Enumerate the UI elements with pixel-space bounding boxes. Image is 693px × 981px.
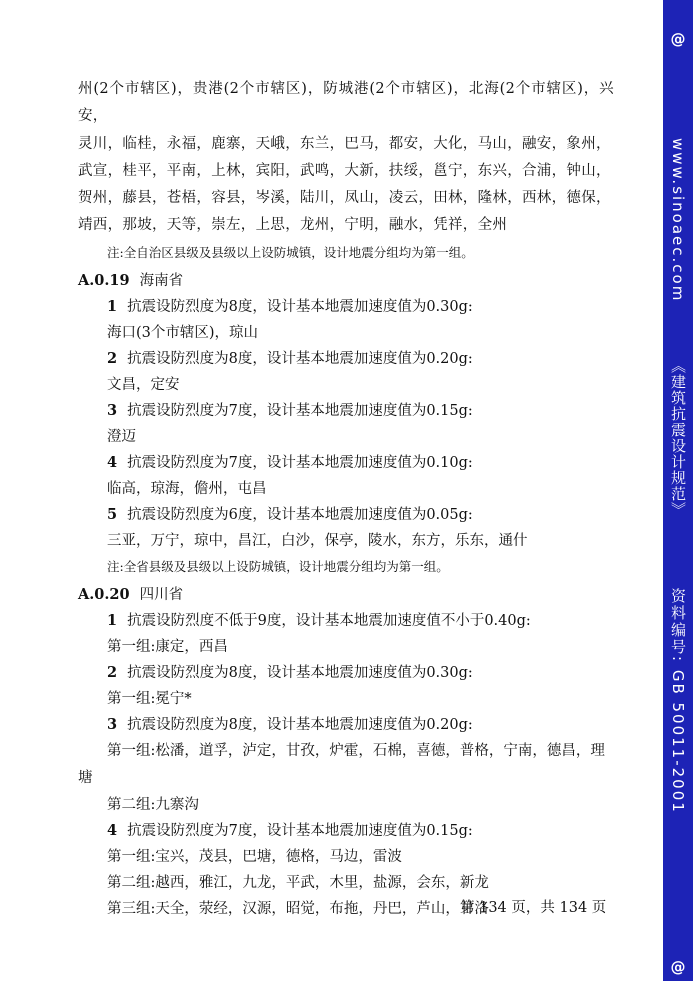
paragraph-line: 靖西，那坡，天等，崇左，上思，龙州，宁明，融水，凭祥，全州 (78, 217, 508, 234)
item-number: 5 (107, 505, 118, 523)
item-number: 2 (107, 663, 118, 681)
page-number-footer: 第 134 页，共 134 页 (460, 900, 607, 916)
item-text: 抗震设防烈度为7度，设计基本地震加速度值为0.10g: (127, 454, 473, 471)
sichuan-group-4-3: 第三组:天全，荥经，汉源，昭觉，布拖，丹巴，芦山，甘洛 (107, 900, 489, 917)
hainan-places-2: 文昌，定安 (107, 376, 180, 393)
section-title: 四川省 (139, 586, 184, 603)
item-text: 抗震设防烈度为7度，设计基本地震加速度值为0.15g: (127, 402, 473, 419)
sichuan-group-4-1: 第一组:宝兴，茂县，巴塘，德格，马边，雷波 (107, 848, 402, 865)
paragraph-guangxi (78, 76, 614, 240)
sichuan-item-2 (78, 660, 614, 686)
item-text: 抗震设防烈度为7度，设计基本地震加速度值为0.15g: (127, 822, 473, 839)
item-number: 4 (107, 821, 118, 839)
hainan-item-4 (78, 450, 614, 476)
document-body (78, 76, 614, 922)
website-url: www.sinoaec.com (669, 138, 687, 303)
side-banner (663, 0, 693, 981)
section-title: 海南省 (139, 272, 184, 289)
item-text: 抗震设防烈度为8度，设计基本地震加速度值为0.30g: (127, 664, 473, 681)
hainan-places-1: 海口(3个市辖区)，琼山 (107, 324, 259, 341)
sichuan-item-3 (78, 712, 614, 738)
sichuan-item-1 (78, 608, 614, 634)
hainan-places-3: 澄迈 (107, 428, 136, 445)
hainan-places-4: 临高，琼海，儋州，屯昌 (107, 480, 267, 497)
sichuan-group-4-2: 第二组:越西，雅江，九龙，平武，木里，盐源，会东，新龙 (107, 874, 489, 891)
at-sign-bottom: @ (670, 958, 686, 976)
section-number: A.0.19 (78, 271, 130, 289)
hainan-item-2 (78, 346, 614, 372)
item-text: 抗震设防烈度为8度，设计基本地震加速度值为0.20g: (127, 716, 473, 733)
book-title: 《建筑抗震设计规范》 (669, 358, 687, 518)
paragraph-line: 武宣，桂平，平南，上林，宾阳，武鸣，大新，扶绥，邕宁，东兴，合浦，钟山， (78, 162, 611, 179)
paragraph-line: 州(2个市辖区)，贵港(2个市辖区)，防城港(2个市辖区)，北海(2个市辖区)，兴安， (78, 81, 614, 125)
note-guangxi: 注:全自治区县级及县级以上设防城镇，设计地震分组均为第一组。 (107, 244, 474, 260)
item-text: 抗震设防烈度为8度，设计基本地震加速度值为0.20g: (127, 350, 473, 367)
hainan-item-5 (78, 502, 614, 528)
hainan-item-1 (78, 294, 614, 320)
hainan-item-3 (78, 398, 614, 424)
at-sign-top: @ (670, 30, 686, 48)
item-text: 抗震设防烈度不低于9度，设计基本地震加速度值不小于0.40g: (127, 612, 531, 629)
item-number: 2 (107, 349, 118, 367)
sichuan-group-3-2: 第二组:九寨沟 (107, 796, 199, 813)
sichuan-group-1-1: 第一组:康定，西昌 (107, 638, 228, 655)
item-number: 1 (107, 297, 118, 315)
section-sichuan (78, 582, 614, 608)
item-number: 1 (107, 611, 118, 629)
document-code: 资料编号: GB 50011-2001 (669, 588, 687, 814)
sichuan-item-4 (78, 818, 614, 844)
sichuan-group-3-1 (78, 738, 614, 792)
paragraph-line: 灵川，临桂，永福，鹿寨，天峨，东兰，巴马，都安，大化，马山，融安，象州， (78, 135, 611, 152)
item-number: 4 (107, 453, 118, 471)
item-text: 抗震设防烈度为6度，设计基本地震加速度值为0.05g: (127, 506, 473, 523)
note-hainan: 注:全省县级及县级以上设防城镇，设计地震分组均为第一组。 (107, 558, 449, 574)
item-number: 3 (107, 715, 118, 733)
sichuan-group-2-1: 第一组:冕宁* (107, 690, 192, 707)
section-number: A.0.20 (78, 585, 130, 603)
hainan-places-5: 三亚，万宁，琼中，昌江，白沙，保亭，陵水，东方，乐东，通什 (107, 532, 528, 549)
group-line-continued: 塘 (78, 769, 93, 786)
item-text: 抗震设防烈度为8度，设计基本地震加速度值为0.30g: (127, 298, 473, 315)
section-hainan (78, 268, 614, 294)
paragraph-line: 贺州，藤县，苍梧，容县，岑溪，陆川，凤山，凌云，田林，隆林，西林，德保， (78, 190, 611, 207)
item-number: 3 (107, 401, 118, 419)
group-line: 第一组:松潘，道孚，泸定，甘孜，炉霍，石棉，喜德，普格，宁南，德昌，理 (107, 742, 605, 759)
